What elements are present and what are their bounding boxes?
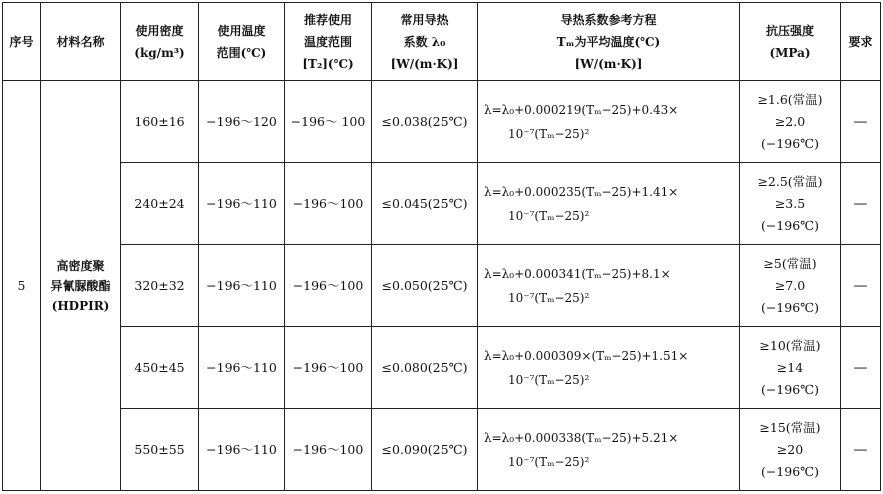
equation-line-2: 10⁻⁷(Tₘ−25)² xyxy=(508,126,590,141)
strength-cryo-temp: (−196℃) xyxy=(760,217,820,233)
density-cell: 240±24 xyxy=(121,163,199,245)
strength-cryo: ≥2.0 xyxy=(774,113,806,129)
strength-cell xyxy=(740,409,841,491)
header-density-line: (kg/m³) xyxy=(134,45,185,60)
equation-line-2: 10⁻⁷(Tₘ−25)² xyxy=(508,372,590,387)
density-cell: 320±32 xyxy=(121,245,199,327)
equation-line-1: λ=λ₀+0.000341(Tₘ−25)+8.1× xyxy=(484,266,671,281)
header-rec-line: 温度范围 xyxy=(303,34,352,49)
recommended-temp-cell: −196～100 xyxy=(285,163,372,245)
table-row xyxy=(3,163,881,245)
strength-normal: ≥15(常温) xyxy=(759,419,821,435)
header-density-line: 使用密度 xyxy=(135,23,184,38)
header-requirement: 要求 xyxy=(841,3,881,81)
strength-cryo: ≥14 xyxy=(776,359,804,375)
strength-cell xyxy=(740,245,841,327)
strength-cryo-temp: (−196℃) xyxy=(760,463,820,479)
conductivity-cell: ≤0.080(25℃) xyxy=(372,327,478,409)
strength-normal: ≥10(常温) xyxy=(759,337,821,353)
equation-cell xyxy=(478,327,740,409)
recommended-temp-cell: −196～100 xyxy=(285,327,372,409)
strength-cryo: ≥3.5 xyxy=(774,195,806,211)
density-cell: 450±45 xyxy=(121,327,199,409)
strength-normal: ≥5(常温) xyxy=(763,255,817,271)
strength-cryo-temp: (−196℃) xyxy=(760,299,820,315)
strength-cryo: ≥20 xyxy=(776,441,804,457)
conductivity-cell: ≤0.045(25℃) xyxy=(372,163,478,245)
header-conductivity xyxy=(372,3,478,81)
density-cell: 160±16 xyxy=(121,81,199,163)
header-strength-line: (MPa) xyxy=(769,45,811,60)
recommended-temp-cell: −196～100 xyxy=(285,409,372,491)
temp-range-cell: −196～120 xyxy=(199,81,285,163)
strength-cryo: ≥7.0 xyxy=(774,277,806,293)
header-row xyxy=(3,3,881,81)
header-rec-line: [T₂](℃) xyxy=(302,56,354,71)
header-temp-line: 范围(℃) xyxy=(216,45,267,60)
conductivity-cell: ≤0.050(25℃) xyxy=(372,245,478,327)
header-eq-line: 导热系数参考方程 xyxy=(560,12,657,27)
strength-cell xyxy=(740,327,841,409)
table-row xyxy=(3,245,881,327)
equation-cell xyxy=(478,81,740,163)
temp-range-cell: −196～110 xyxy=(199,245,285,327)
header-strength-line: 抗压强度 xyxy=(765,23,814,38)
table-row xyxy=(3,81,881,163)
header-eq-line: Tₘ为平均温度(℃) xyxy=(556,34,661,49)
equation-cell xyxy=(478,245,740,327)
requirement-cell: — xyxy=(841,81,881,163)
equation-line-2: 10⁻⁷(Tₘ−25)² xyxy=(508,454,590,469)
header-eq-line: [W/(m·K)] xyxy=(574,56,643,71)
strength-cell xyxy=(740,163,841,245)
conductivity-cell: ≤0.090(25℃) xyxy=(372,409,478,491)
density-cell: 550±55 xyxy=(121,409,199,491)
equation-line-1: λ=λ₀+0.000309×(Tₘ−25)+1.51× xyxy=(484,348,689,363)
temp-range-cell: −196～110 xyxy=(199,409,285,491)
header-temp-line: 使用温度 xyxy=(217,23,266,38)
equation-cell xyxy=(478,163,740,245)
header-rec-line: 推荐使用 xyxy=(303,12,352,27)
recommended-temp-cell: −196～ 100 xyxy=(285,81,372,163)
header-strength xyxy=(740,3,841,81)
table-row xyxy=(3,409,881,491)
header-cond-line: [W/(m·K)] xyxy=(390,56,459,71)
equation-line-2: 10⁻⁷(Tₘ−25)² xyxy=(508,208,590,223)
equation-cell xyxy=(478,409,740,491)
requirement-cell: — xyxy=(841,163,881,245)
material-spec-table xyxy=(2,2,881,491)
temp-range-cell: −196～110 xyxy=(199,327,285,409)
equation-line-2: 10⁻⁷(Tₘ−25)² xyxy=(508,290,590,305)
material-name-cell xyxy=(41,81,121,491)
seq-cell: 5 xyxy=(3,81,41,491)
requirement-cell: — xyxy=(841,409,881,491)
conductivity-cell: ≤0.038(25℃) xyxy=(372,81,478,163)
equation-line-1: λ=λ₀+0.000235(Tₘ−25)+1.41× xyxy=(484,184,679,199)
temp-range-cell: −196～110 xyxy=(199,163,285,245)
strength-normal: ≥1.6(常温) xyxy=(757,91,823,107)
equation-line-1: λ=λ₀+0.000338(Tₘ−25)+5.21× xyxy=(484,430,679,445)
requirement-cell: — xyxy=(841,245,881,327)
material-name-line: (HDPIR) xyxy=(51,298,110,313)
strength-cryo-temp: (−196℃) xyxy=(760,381,820,397)
equation-line-1: λ=λ₀+0.000219(Tₘ−25)+0.43× xyxy=(484,102,679,117)
header-material: 材料名称 xyxy=(41,3,121,81)
header-temp-range xyxy=(199,3,285,81)
header-cond-line: 常用导热 xyxy=(400,12,449,27)
table-row xyxy=(3,327,881,409)
strength-cell xyxy=(740,81,841,163)
header-density xyxy=(121,3,199,81)
header-seq: 序号 xyxy=(3,3,41,81)
strength-cryo-temp: (−196℃) xyxy=(760,135,820,151)
material-name-line: 异氰脲酸酯 xyxy=(50,278,111,293)
header-cond-line: 系数 λ₀ xyxy=(403,34,446,49)
recommended-temp-cell: −196～100 xyxy=(285,245,372,327)
material-name-line: 高密度聚 xyxy=(56,258,105,273)
header-equation xyxy=(478,3,740,81)
strength-normal: ≥2.5(常温) xyxy=(757,173,823,189)
requirement-cell: — xyxy=(841,327,881,409)
header-recommended-temp xyxy=(285,3,372,81)
